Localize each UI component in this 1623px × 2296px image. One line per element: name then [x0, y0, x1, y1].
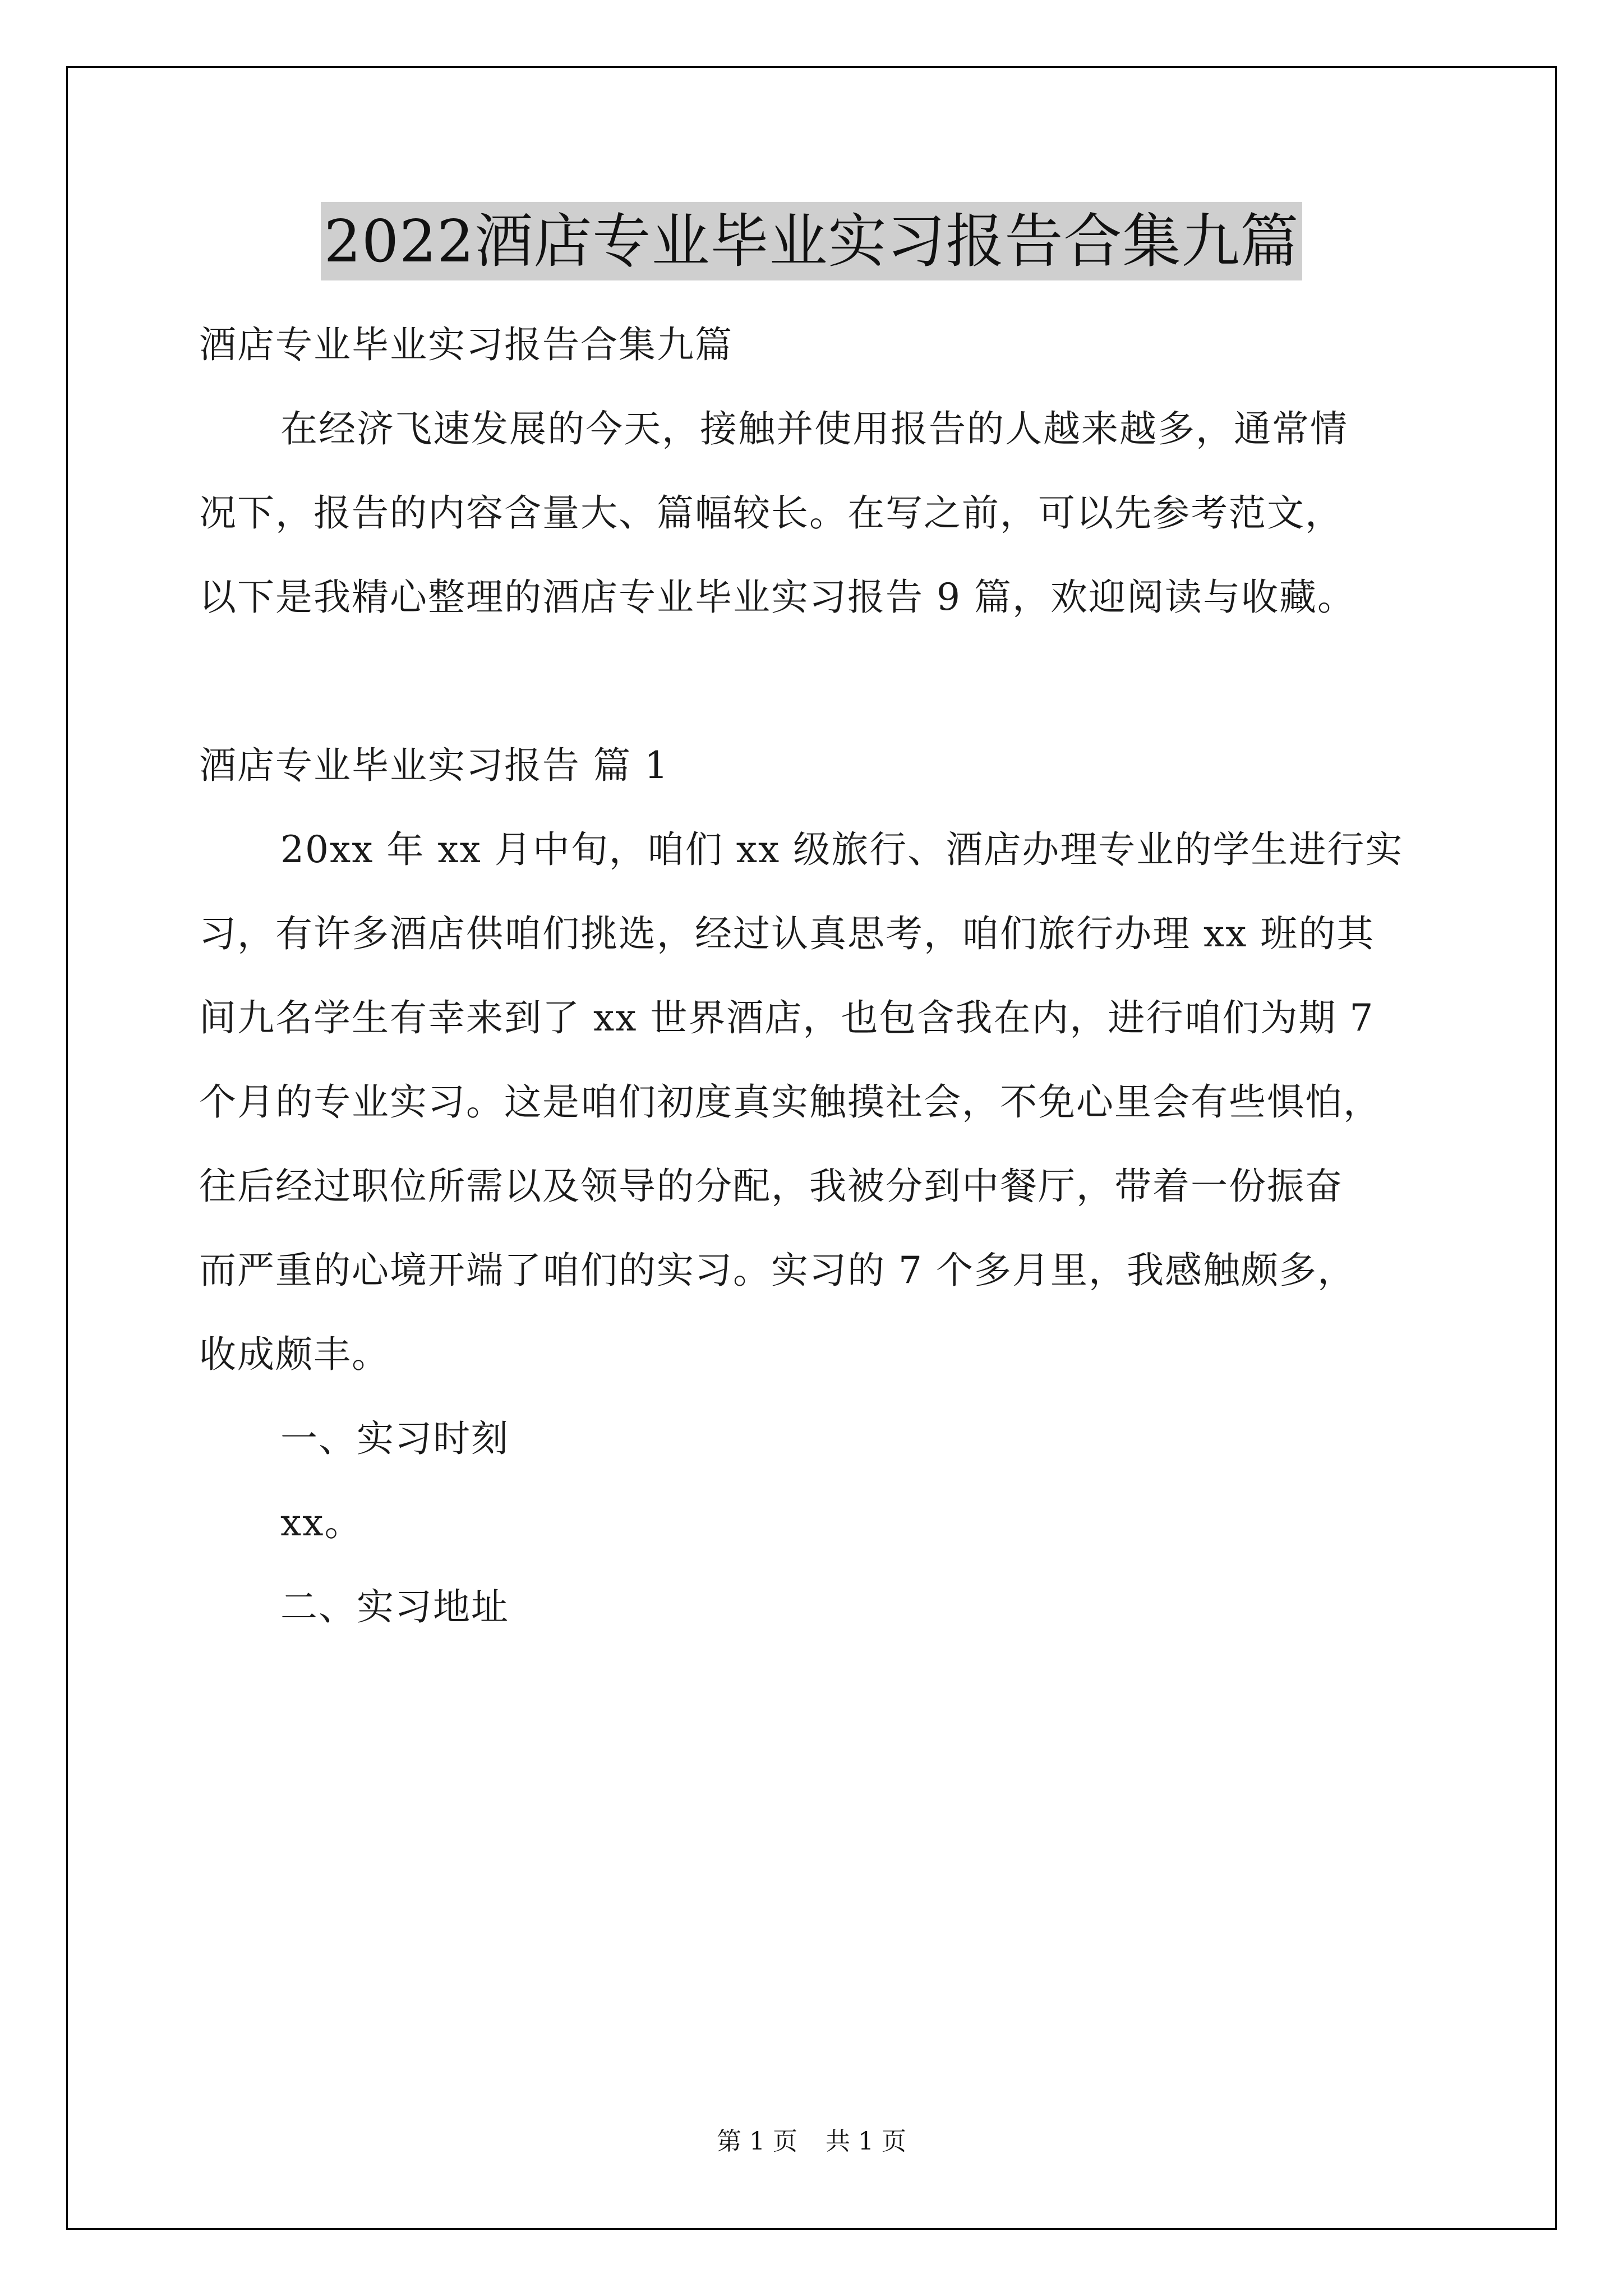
section-heading: 酒店专业毕业实习报告 篇 1 [199, 744, 669, 787]
document-subtitle: 酒店专业毕业实习报告合集九篇 [199, 323, 733, 366]
item-value: xx。 [280, 1501, 363, 1544]
body-line: 间九名学生有幸来到了 xx 世界酒店，也包含我在内，进行咱们为期 7 [199, 996, 1375, 1039]
intro-line: 在经济飞速发展的今天，接触并使用报告的人越来越多，通常情 [280, 407, 1348, 450]
body-line: 往后经过职位所需以及领导的分配，我被分到中餐厅，带着一份振奋 [199, 1165, 1343, 1208]
body-line: 习，有许多酒店供咱们挑选，经过认真思考，咱们旅行办理 xx 班的其 [199, 912, 1375, 955]
page-footer [0, 2125, 1623, 2159]
body-line: 个月的专业实习。这是咱们初度真实触摸社会，不免心里会有些惧怕， [199, 1080, 1381, 1124]
body-line: 收成颇丰。 [199, 1333, 390, 1376]
body-line: 20xx 年 xx 月中旬，咱们 xx 级旅行、酒店办理专业的学生进行实 [280, 828, 1404, 871]
item-heading: 一、实习时刻 [280, 1417, 509, 1460]
page-number-total: 共 1 页 [826, 2127, 906, 2156]
blank-line [199, 639, 1461, 724]
item-heading: 二、实习地址 [280, 1585, 509, 1628]
intro-line: 以下是我精心整理的酒店专业毕业实习报告 9 篇，欢迎阅读与收藏。 [199, 576, 1355, 619]
body-line: 而严重的心境开端了咱们的实习。实习的 7 个多月里，我感触颇多， [199, 1249, 1355, 1292]
document-body [199, 303, 1461, 1649]
page-number-current: 第 1 页 [717, 2127, 797, 2156]
intro-line: 况下，报告的内容含量大、篇幅较长。在写之前，可以先参考范文， [199, 491, 1343, 535]
title-container [0, 202, 1623, 280]
document-title: 2022酒店专业毕业实习报告合集九篇 [321, 202, 1303, 280]
